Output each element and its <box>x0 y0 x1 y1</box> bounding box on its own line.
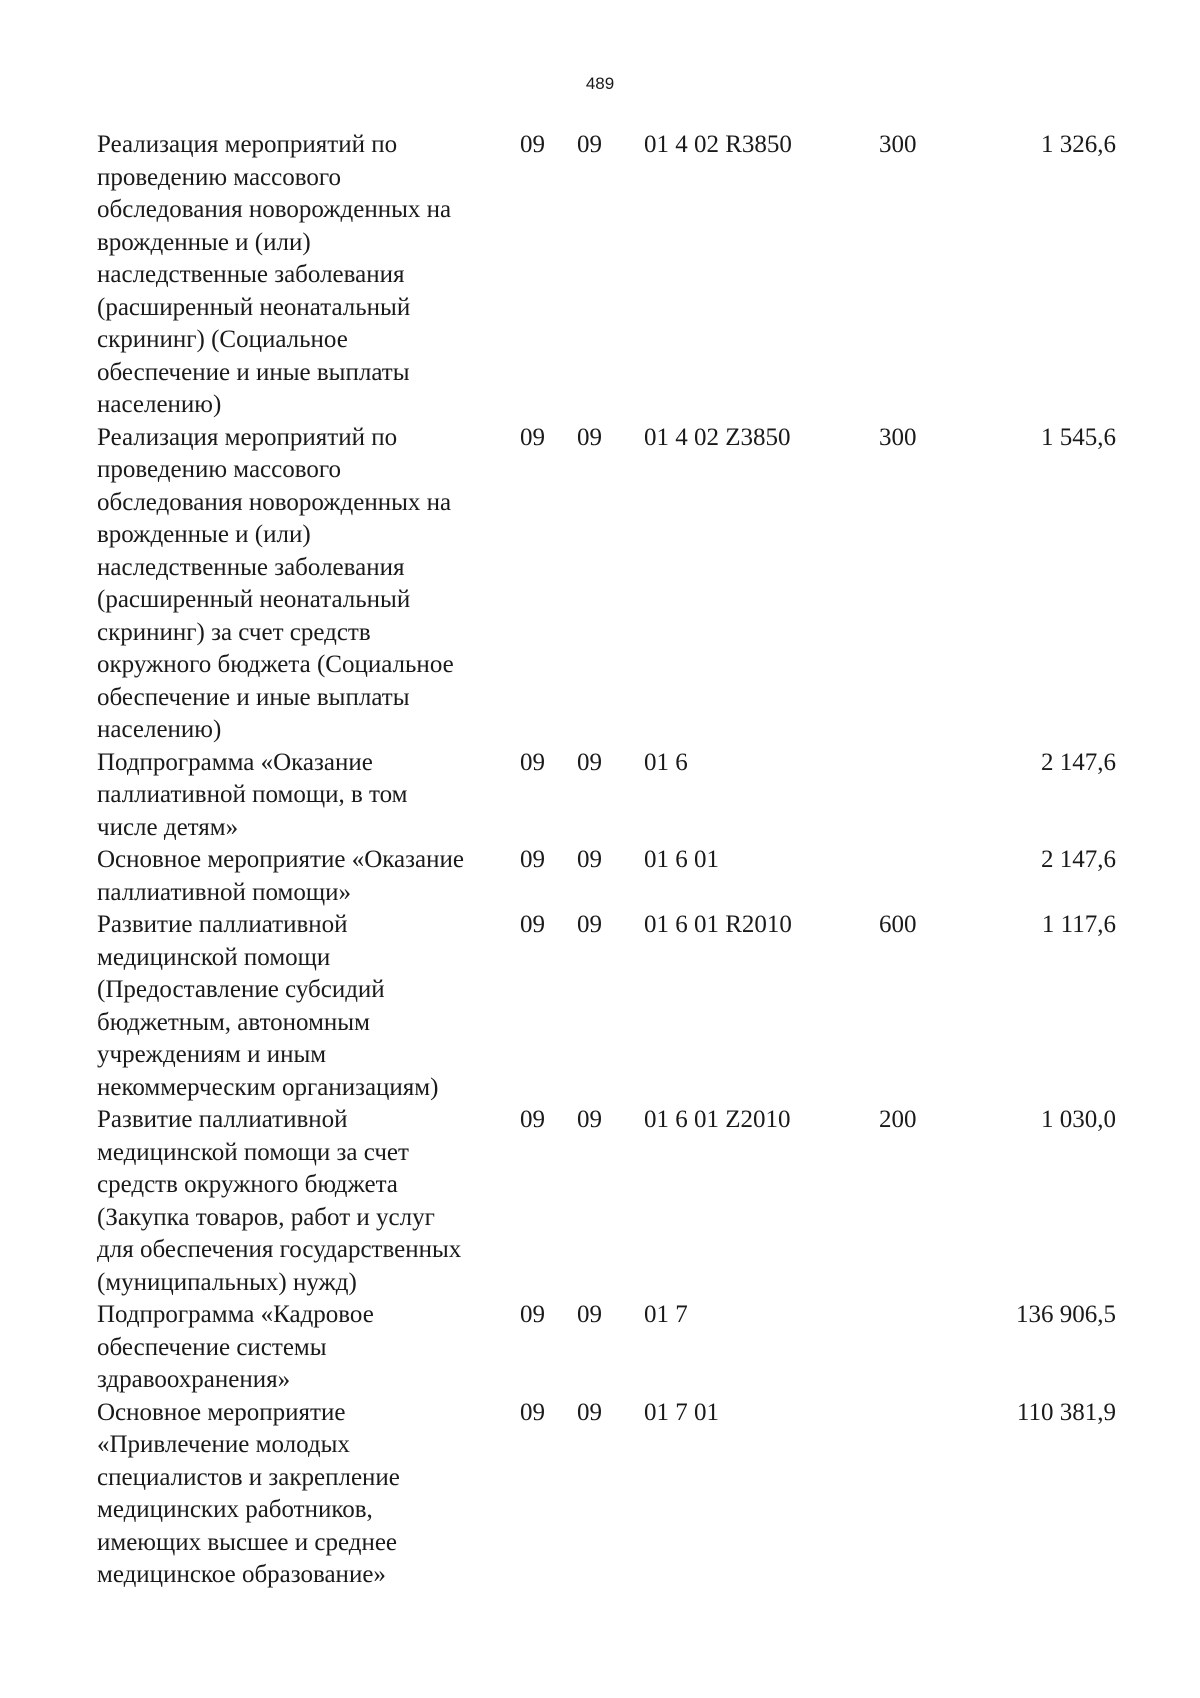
row-name: Реализация мероприятий по проведению массового обследования новорожденных на врожденные и (или) наследственные заболевания (расширенный неонатальный скрининг) за счет средств окружного бюджета (Социальное обеспечение и иные выплаты населению) <box>97 423 454 743</box>
table-row <box>0 129 1200 422</box>
row-section: 09 <box>520 748 545 776</box>
row-amount: 1 117,6 <box>1041 911 1116 938</box>
row-section: 09 <box>520 1398 545 1426</box>
row-section: 09 <box>520 131 545 158</box>
row-subsection: 09 <box>577 423 602 451</box>
row-amount: 1 326,6 <box>1041 131 1116 158</box>
row-target-code: 01 6 01 <box>644 846 719 873</box>
row-name: Подпрограмма «Кадровое обеспечение системы здравоохранения» <box>97 1301 374 1393</box>
row-subsection: 09 <box>577 748 602 776</box>
budget-table <box>0 129 1200 1592</box>
row-section: 09 <box>520 846 545 873</box>
row-amount: 2 147,6 <box>1041 846 1116 873</box>
row-expense-type: 300 <box>879 131 917 158</box>
table-row <box>0 844 1200 909</box>
row-section: 09 <box>520 1106 545 1133</box>
row-name: Подпрограмма «Оказание паллиативной помощи, в том числе детям» <box>97 748 408 841</box>
row-amount: 110 381,9 <box>1016 1398 1116 1426</box>
row-expense-type: 300 <box>879 423 917 451</box>
page-number: 489 <box>585 74 615 93</box>
row-target-code: 01 6 <box>644 748 688 776</box>
row-amount: 136 906,5 <box>1016 1301 1116 1328</box>
row-subsection: 09 <box>577 1106 602 1133</box>
row-section: 09 <box>520 423 545 451</box>
row-name: Основное мероприятие «Оказание паллиативной помощи» <box>97 846 464 906</box>
row-target-code: 01 4 02 Z3850 <box>644 423 791 451</box>
table-row <box>0 909 1200 1104</box>
row-subsection: 09 <box>577 1301 602 1328</box>
row-target-code: 01 6 01 Z2010 <box>644 1106 791 1133</box>
row-target-code: 01 7 <box>644 1301 688 1328</box>
table-row <box>0 1104 1200 1299</box>
row-amount: 1 545,6 <box>1041 423 1116 451</box>
row-subsection: 09 <box>577 131 602 158</box>
table-row <box>0 747 1200 845</box>
row-name: Реализация мероприятий по проведению массового обследования новорожденных на врожденные и (или) наследственные заболевания (расширенный неонатальный скрининг) (Социальное обеспечение и иные выплаты населению) <box>97 131 452 418</box>
row-amount: 2 147,6 <box>1041 748 1116 776</box>
row-expense-type: 200 <box>879 1106 917 1133</box>
row-amount: 1 030,0 <box>1041 1106 1116 1133</box>
row-name: Развитие паллиативной медицинской помощи (Предоставление субсидий бюджетным, автономным учреждениям и иным некоммерческим организациям) <box>97 911 439 1101</box>
row-name: Развитие паллиативной медицинской помощи за счет средств окружного бюджета (Закупка товаров, работ и услуг для обеспечения государственных (муниципальных) нужд) <box>97 1106 462 1296</box>
row-target-code: 01 6 01 R2010 <box>644 911 792 938</box>
table-row <box>0 1299 1200 1397</box>
row-section: 09 <box>520 1301 545 1328</box>
row-subsection: 09 <box>577 1398 602 1426</box>
row-target-code: 01 7 01 <box>644 1398 719 1426</box>
row-name: Основное мероприятие «Привлечение молодых специалистов и закрепление медицинских работников, имеющих высшее и среднее медицинское образование» <box>97 1398 400 1588</box>
table-row <box>0 422 1200 747</box>
row-expense-type: 600 <box>879 911 917 938</box>
row-subsection: 09 <box>577 846 602 873</box>
row-target-code: 01 4 02 R3850 <box>644 131 792 158</box>
row-section: 09 <box>520 911 545 938</box>
table-row <box>0 1397 1200 1592</box>
row-subsection: 09 <box>577 911 602 938</box>
